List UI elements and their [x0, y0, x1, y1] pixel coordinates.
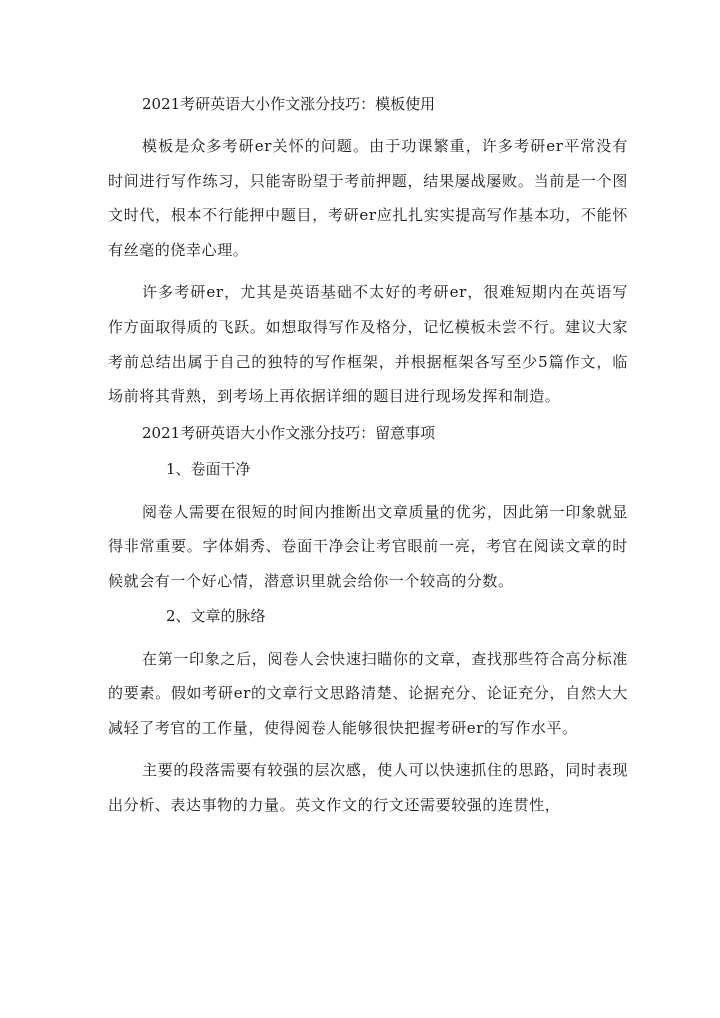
paragraph-layering: 主要的段落需要有较强的层次感，使人可以快速抓住的思路，同时表现出分析、表达事物的力量。英文作文的行文还需要较强的连贯性， [108, 761, 628, 814]
paragraph-clean-paper: 阅卷人需要在很短的时间内推断出文章质量的优劣，因此第一印象就显得非常重要。字体娟秀、卷面干净会让考官眼前一亮，考官在阅读文章的时候就会有一个好心情，潜意识里就会给你一个较高的分数。 [108, 502, 628, 590]
document-body [108, 93, 628, 831]
item-title-clean-paper: 1、卷面干净 [166, 459, 251, 478]
section-title-notes: 2021考研英语大小作文涨分技巧：留意事项 [142, 423, 436, 442]
paragraph-structure: 在第一印象之后，阅卷人会快速扫瞄你的文章，查找那些符合高分标准的要素。假如考研er的文章行文思路清楚、论据充分、论证充分，自然大大减轻了考官的工作量，使得阅卷人能够很快把握考研er的写作水平。 [108, 649, 628, 737]
item-title-structure: 2、文章的脉络 [166, 606, 266, 625]
paragraph-template-advice: 许多考研er，尤其是英语基础不太好的考研er，很难短期内在英语写作方面取得质的飞跃。如想取得写作及格分，记忆模板未尝不行。建议大家考前总结出属于自己的独特的写作框架，并根据框架各写至少5篇作文，临场前将其背熟，到考场上再依据详细的题目进行现场发挥和制造。 [108, 283, 628, 406]
paragraph-template-concern: 模板是众多考研er关怀的问题。由于功课繁重，许多考研er平常没有时间进行写作练习，只能寄盼望于考前押题，结果屡战屡败。当前是一个图文时代，根本不行能押中题目，考研er应扎扎实实提高写作基本功，不能怀有丝毫的侥幸心理。 [108, 137, 628, 259]
section-title-template-use: 2021考研英语大小作文涨分技巧：模板使用 [142, 95, 436, 113]
